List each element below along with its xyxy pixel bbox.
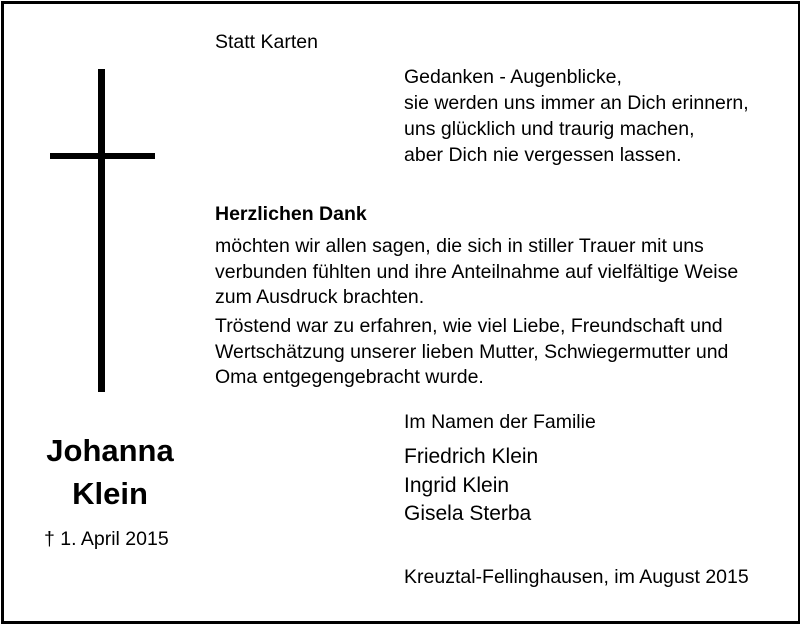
- poem-line: sie werden uns immer an Dich erinnern,: [404, 92, 749, 114]
- cross-vertical-bar: [98, 69, 105, 392]
- deceased-last-name: Klein: [72, 476, 148, 511]
- deceased-first-name: Johanna: [46, 433, 174, 468]
- paragraph-line: Wertschätzung unserer lieben Mutter, Schwiegermutter und: [215, 340, 729, 363]
- paragraph-line: verbunden fühlten und ihre Anteilnahme auf vielfältige Weise: [215, 260, 739, 283]
- paragraph-line: Oma entgegengebracht wurde.: [215, 366, 484, 388]
- place-and-date: Kreuztal-Fellinghausen, im August 2015: [404, 566, 749, 588]
- thanks-paragraph-2: [215, 314, 728, 391]
- cross-horizontal-bar: [50, 153, 155, 159]
- family-member: Gisela Sterba: [404, 502, 532, 525]
- thanks-paragraph-1: [215, 234, 738, 311]
- family-members: [404, 443, 538, 529]
- paragraph-line: möchten wir allen sagen, die sich in stiller Trauer mit uns: [215, 235, 704, 257]
- death-date: † 1. April 2015: [44, 528, 169, 550]
- family-intro: Im Namen der Familie: [404, 411, 596, 433]
- thanks-heading: Herzlichen Dank: [215, 203, 367, 225]
- opening-text: Statt Karten: [215, 31, 318, 53]
- poem-line: Gedanken - Augenblicke,: [404, 66, 622, 88]
- poem-line: uns glücklich und traurig machen,: [404, 118, 695, 140]
- paragraph-line: zum Ausdruck brachten.: [215, 286, 425, 308]
- family-member: Friedrich Klein: [404, 445, 539, 468]
- poem-line: aber Dich nie vergessen lassen.: [404, 144, 682, 166]
- family-member: Ingrid Klein: [404, 473, 510, 497]
- poem: [404, 64, 749, 168]
- paragraph-line: Tröstend war zu erfahren, wie viel Liebe, Freundschaft und: [215, 315, 723, 337]
